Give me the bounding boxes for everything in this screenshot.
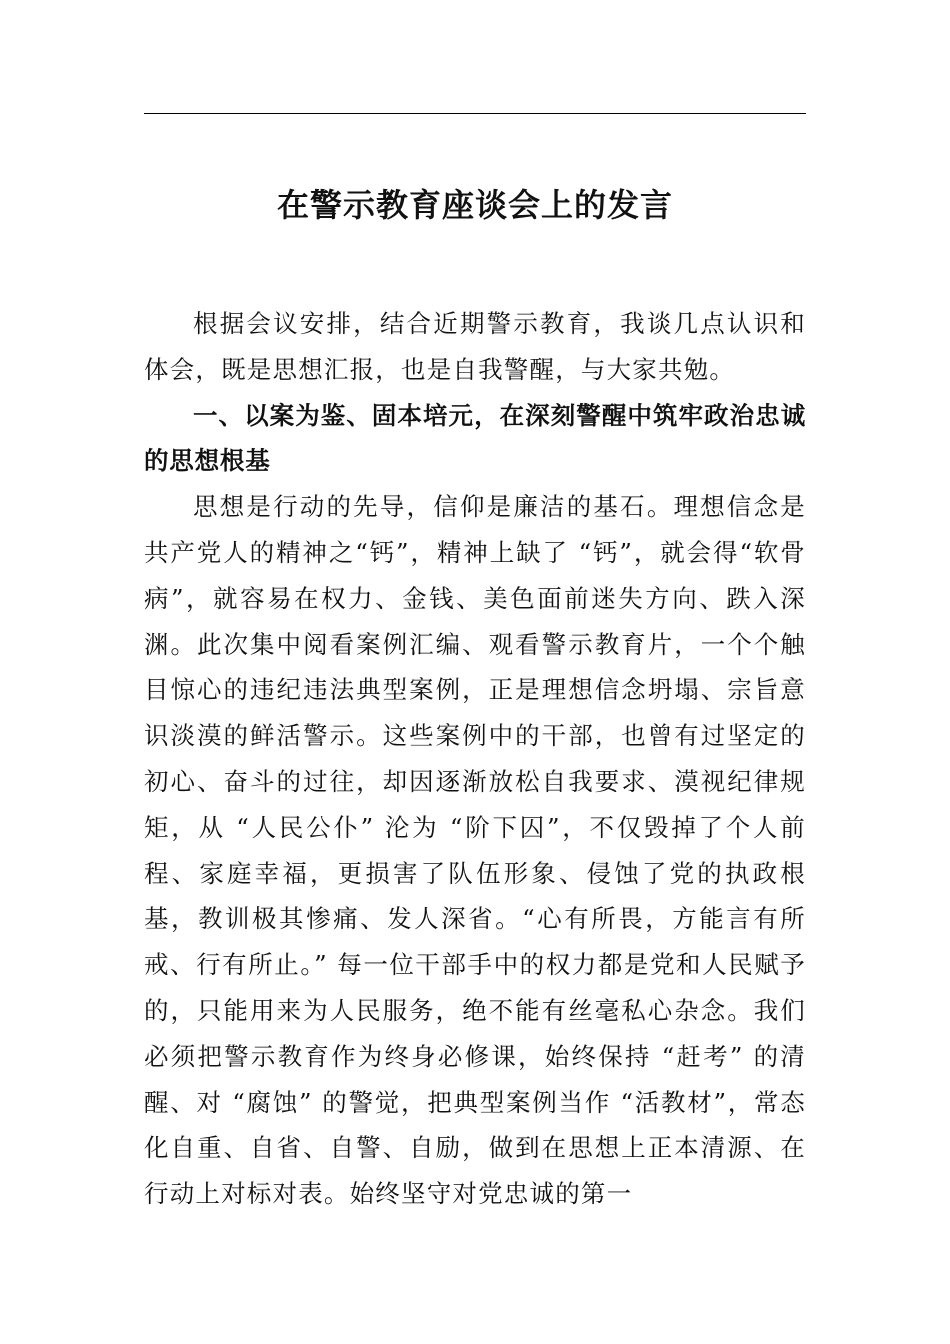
section-heading-1: 一、以案为鉴、固本培元，在深刻警醒中筑牢政治忠诚的思想根基 (144, 400, 806, 476)
body-paragraph: 思想是行动的先导，信仰是廉洁的基石。理想信念是共产党人的精神之“钙”，精神上缺了 “钙”，就会得“软骨病”，就容易在权力、金钱、美色面前迷失方向、跌入深渊。此次集中阅看案例汇编、观看警示教育片，一个个触目惊心的违纪违法典型案例，正是理想信念坍塌、宗旨意识淡漠的鲜活警示。这些案例中的干部，也曾有过坚定的初心、奋斗的过往，却因逐渐放松自我要求、漠视纪律规矩，从 “人民公仆” 沦为 “阶下囚”，不仅毁掉了个人前程、家庭幸福，更损害了队伍形象、侵蚀了党的执政根基，教训极其惨痛、发人深省。“心有所畏，方能言有所戒、行有所止。” 每一位干部手中的权力都是党和人民赋予的，只能用来为人民服务，绝不能有丝毫私心杂念。我们必须把警示教育作为终身必修课，始终保持 “赶考” 的清醒、对 “腐蚀” 的警觉，把典型案例当作 “活教材”，常态化自重、自省、自警、自励，做到在思想上正本清源、在行动上对标对表。始终坚守对党忠诚的第一 (144, 492, 806, 1209)
header-rule (144, 113, 806, 114)
document-title: 在警示教育座谈会上的发言 (276, 186, 673, 224)
intro-paragraph: 根据会议安排，结合近期警示教育，我谈几点认识和体会，既是思想汇报，也是自我警醒，与大家共勉。 (144, 309, 806, 384)
document-body (144, 301, 806, 1217)
